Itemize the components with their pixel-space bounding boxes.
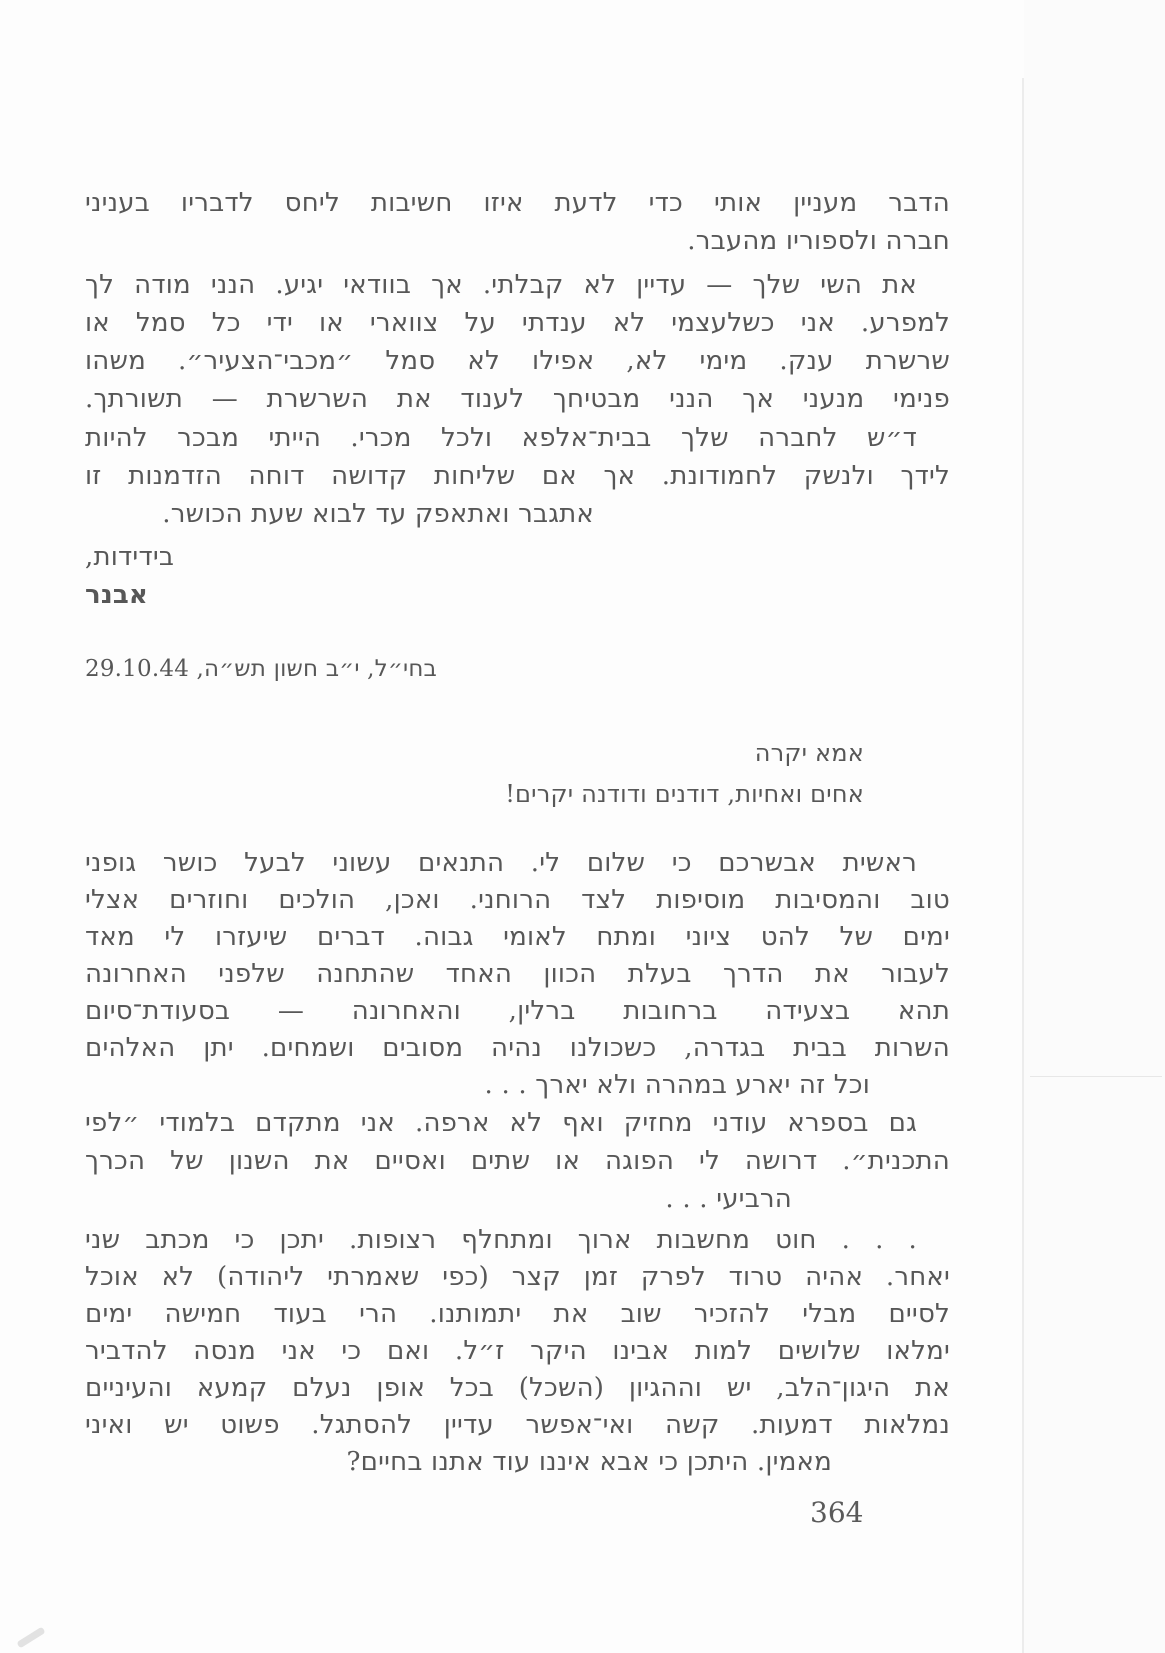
text-line: לסיים מבלי להזכיר שוב את יתמותנו. הרי בעוד חמישה ימים [85,1299,950,1329]
page-number: 364 [810,1496,864,1529]
text-line: חברה ולספוריו מהעבר. [687,226,950,256]
text-column [85,0,950,1653]
scan-corner-artifact [16,1627,45,1649]
paragraph-5 [85,1104,950,1218]
salutation-block [85,733,950,815]
text-line: את השי שלך — עדיין לא קבלתי. אך בוודאי יגיע. הנני מודה לך [85,270,917,300]
scan-artifact-line [1030,1076,1162,1077]
text-line: ד״ש לחברה שלך בבית־אלפא ולכל מכרי. הייתי מבכר להיות [85,423,917,453]
scan-edge-line [1022,78,1024,1653]
paragraph-4 [85,845,950,1104]
text-line: טוב והמסיבות מוסיפות לצד הרוחני. ואכן, הולכים וחוזרים אצלי [85,885,950,915]
text-line: גם בספרא עודני מחזיק ואף לא ארפה. אני מתקדם בלמודי ״לפי [85,1108,917,1138]
paragraph-6 [85,1222,950,1481]
paragraph-1 [85,184,950,260]
text-line: אתגבר ואתאפק עד לבוא שעת הכושר. [162,499,594,529]
text-line: למפרע. אני כשלעצמי לא ענדתי על צווארי או ידי כל סמל או [85,308,950,338]
text-line: לעבור את הדרך בעלת הכוון האחד שהתחנה שלפני האחרונה [85,959,950,989]
dateline: בחי״ל, י״ב חשון תש״ה, 29.10.44 [85,656,438,682]
salutation-line: אמא יקרה [754,739,864,767]
signature-block [85,538,950,614]
salutation-line: אחים ואחיות, דודנים ודודנה יקרים! [505,780,864,808]
text-line: ראשית אבשרכם כי שלום לי. התנאים עשוני לבעל כושר גופני [85,848,917,878]
text-line: ימלאו שלושים למות אבינו היקר ז״ל. ואם כי אני מנסה להדביר [85,1336,950,1366]
dateline-block [85,653,950,685]
text-line: שרשרת ענק. מימי לא, אפילו לא סמל ״מכבי־הצעיר״. משהו [85,346,950,376]
text-line: את היגון־הלב, יש וההגיון (השכל) בכל אופן נעלם קמעא והעיניים [85,1373,950,1403]
text-line: וכל זה יארע במהרה ולא יארך . . . [484,1070,870,1100]
text-line: השרות בבית בגדרה, כשכולנו נהיה מסובים ושמחים. יתן האלהים [85,1033,950,1063]
text-line: מאמין. היתכן כי אבא איננו עוד אתנו בחיים? [346,1447,832,1477]
text-line: נמלאות דמעות. קשה ואי־אפשר עדיין להסתגל. פשוט יש ואיני [85,1410,950,1440]
text-line: תהא בצעידה ברחובות ברלין, והאחרונה — בסעודת־סיום [85,996,950,1026]
text-line: לידך ולנשק לחמודונת. אך אם שליחות קדושה דוחה הזדמנות זו [85,461,950,491]
paragraph-2 [85,266,950,418]
text-line: . . . חוט מחשבות ארוך ומתחלף רצופות. יתכן כי מכתב שני [85,1225,917,1255]
text-line: ימים של להט ציוני ומתח לאומי גבוה. דברים שיעזרו לי מאד [85,922,950,952]
paragraph-3 [85,419,950,533]
text-line: יאחר. אהיה טרוד לפרק זמן קצר (כפי שאמרתי ליהודה) לא אוכל [85,1262,950,1292]
text-line: הדבר מעניין אותי כדי לדעת איזו חשיבות ליחס לדבריו בעניני [85,188,950,218]
text-line: התכנית״. דרושה לי הפוגה או שתים ואסיים את השנון של הכרך [85,1146,950,1176]
text-line: פנימי מנעני אך הנני מבטיחך לענוד את השרשרת — תשורתך. [85,384,950,414]
signoff-name: אבנר [85,580,149,610]
text-line: הרביעי . . . [665,1184,792,1214]
signoff-closing: בידידות, [85,542,175,572]
scan-edge-shading [1024,0,1165,1653]
